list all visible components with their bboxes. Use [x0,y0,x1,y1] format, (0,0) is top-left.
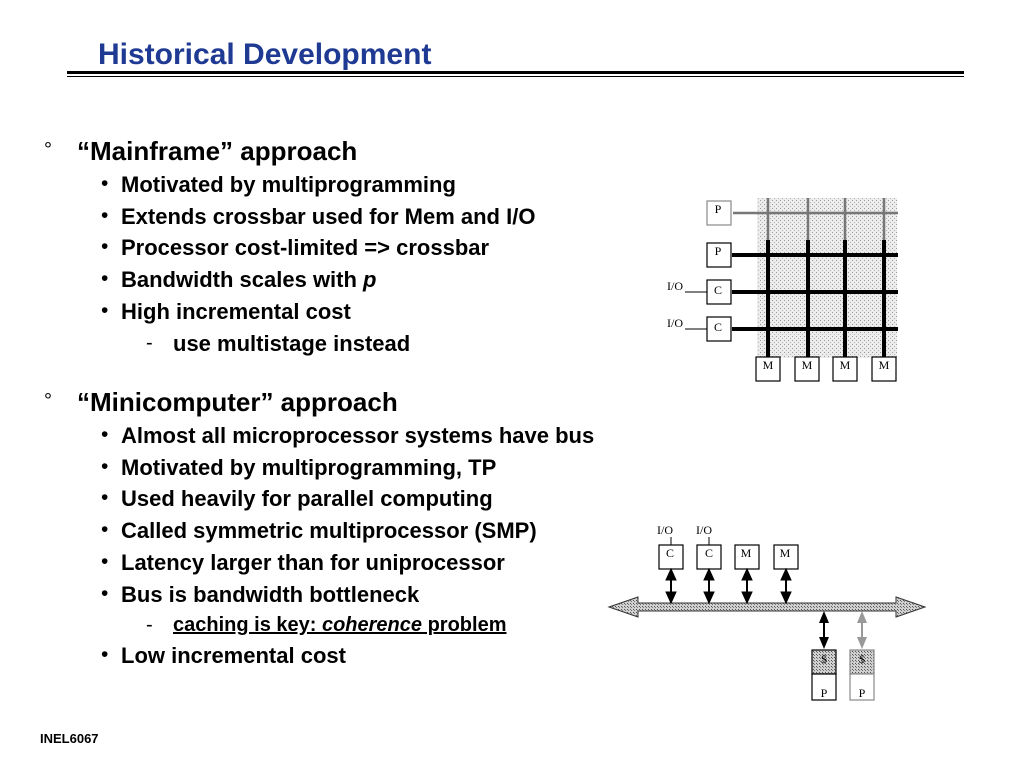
bus-top-arrows [666,569,791,603]
mainframe-bullet-3: Processor cost-limited => crossbar [121,235,490,260]
bus-bottom-arrows [819,611,867,649]
memory-label: M [878,358,890,372]
sub-prefix: caching is key: [173,614,322,636]
bullet-marker: • [101,486,109,509]
bullet-marker: • [101,550,109,573]
mini-bullet-5: Latency larger than for uniprocessor [121,550,505,575]
bullet-marker: • [101,643,109,666]
mini-bullet-7: Low incremental cost [121,643,346,668]
bullet-marker: • [101,423,109,446]
bullet-4-italic: p [363,267,377,292]
footer-label: INEL6067 [40,731,99,746]
mainframe-bullet-1: Motivated by multiprogramming [121,172,456,197]
dash-marker: - [146,614,153,636]
processor-label: P [858,686,866,700]
mainframe-heading: “Mainframe” approach [77,136,358,166]
system-bus [609,597,925,617]
bullet-marker: • [101,518,109,541]
bus-top-label: C [704,546,714,560]
mainframe-subbullet: use multistage instead [173,331,411,356]
cache-label: $ [859,652,865,666]
memory-label: M [801,358,813,372]
section-marker: ° [44,390,52,412]
bus-top-label: M [779,546,791,560]
bus-top-label: C [665,546,675,560]
bullet-marker: • [101,582,109,605]
bus-diagram [609,523,925,700]
crossbar-label: P [714,244,722,258]
bus-top-label: M [740,546,752,560]
mini-bullet-3: Used heavily for parallel computing [121,486,493,511]
mini-bullet-2: Motivated by multiprogramming, TP [121,455,497,480]
dash-marker: - [146,332,153,354]
io-label: I/O [667,279,683,293]
bullet-marker: • [101,299,109,322]
sub-italic: coherence [321,614,423,636]
bullet-marker: • [101,235,109,258]
mainframe-bullet-5: High incremental cost [121,299,351,324]
bus-io-label: I/O [657,523,673,537]
memory-label: M [839,358,851,372]
mini-bullet-6: Bus is bandwidth bottleneck [121,582,420,607]
bus-io-label: I/O [696,523,712,537]
bullet-4-text: Bandwidth scales with [121,267,364,292]
crossbar-label: P [714,202,722,216]
bullet-marker: • [101,455,109,478]
bullet-marker: • [101,267,109,290]
cache-label: $ [821,652,827,666]
slide-title: Historical Development [98,38,432,71]
processor-label: P [820,686,828,700]
mini-bullet-1: Almost all microprocessor systems have bus [121,423,595,448]
mini-bullet-4: Called symmetric multiprocessor (SMP) [121,518,537,543]
bullet-marker: • [101,172,109,195]
crossbar-diagram [667,198,898,381]
bullet-marker: • [101,204,109,227]
sub-suffix: problem [422,614,507,636]
crossbar-label: C [713,320,723,334]
io-label: I/O [667,316,683,330]
crossbar-shaded-area [757,198,897,358]
minicomputer-heading: “Minicomputer” approach [77,387,398,417]
crossbar-label: C [713,283,723,297]
mainframe-bullet-2: Extends crossbar used for Mem and I/O [121,204,536,229]
section-marker: ° [44,139,52,161]
memory-label: M [762,358,774,372]
